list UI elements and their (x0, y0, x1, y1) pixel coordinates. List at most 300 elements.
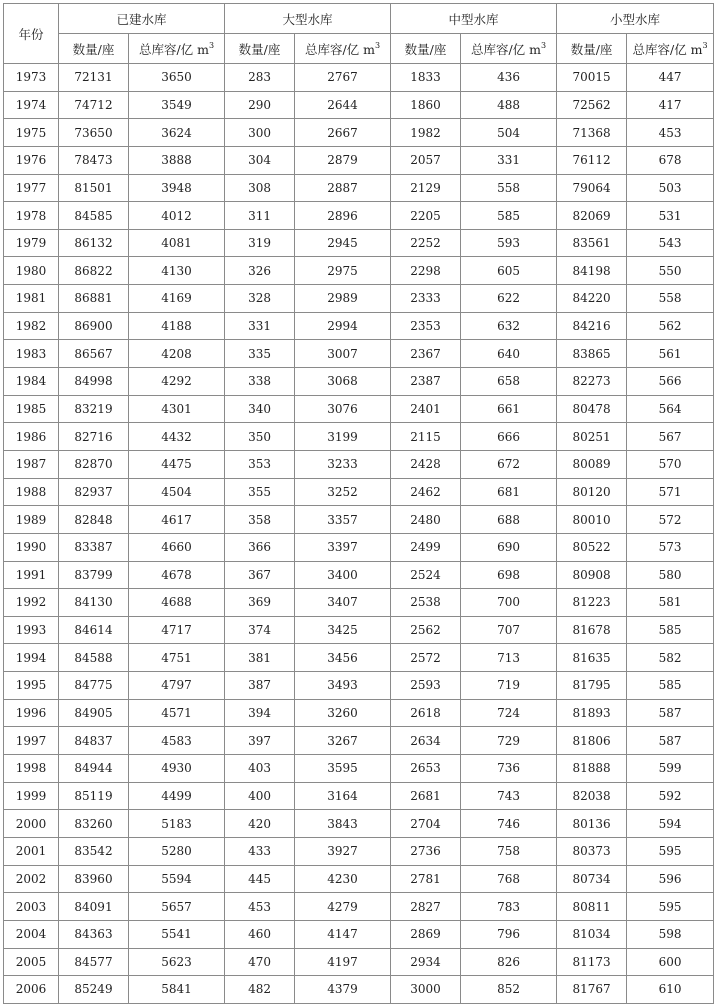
medium-capacity-cell: 331 (461, 146, 557, 174)
year-cell: 1977 (4, 174, 59, 202)
table-row (4, 64, 714, 92)
table-row (4, 561, 714, 589)
large-capacity-cell: 3595 (295, 755, 391, 783)
built-count-cell: 83219 (59, 395, 129, 423)
medium-count-cell: 2827 (391, 893, 461, 921)
count-header: 数量/座 (59, 34, 129, 64)
year-cell: 1988 (4, 478, 59, 506)
large-count-cell: 335 (225, 340, 295, 368)
year-cell: 2001 (4, 837, 59, 865)
table-row (4, 533, 714, 561)
year-cell: 1974 (4, 91, 59, 119)
built-count-cell: 81501 (59, 174, 129, 202)
small-count-cell: 82069 (557, 202, 627, 230)
medium-capacity-cell: 605 (461, 257, 557, 285)
large-count-cell: 304 (225, 146, 295, 174)
large-capacity-cell: 3199 (295, 423, 391, 451)
medium-count-cell: 2480 (391, 506, 461, 534)
table-row (4, 837, 714, 865)
table-row (4, 506, 714, 534)
header-row-columns (4, 34, 714, 64)
built-capacity-cell: 4688 (129, 589, 225, 617)
small-count-cell: 80010 (557, 506, 627, 534)
built-capacity-cell: 4930 (129, 755, 225, 783)
year-cell: 1998 (4, 755, 59, 783)
medium-count-cell: 2298 (391, 257, 461, 285)
built-capacity-cell: 4081 (129, 229, 225, 257)
medium-count-cell: 2462 (391, 478, 461, 506)
medium-capacity-cell: 690 (461, 533, 557, 561)
small-capacity-cell: 581 (627, 589, 714, 617)
medium-count-cell: 2353 (391, 312, 461, 340)
year-cell: 1982 (4, 312, 59, 340)
large-capacity-cell: 3400 (295, 561, 391, 589)
table-row (4, 810, 714, 838)
count-header: 数量/座 (557, 34, 627, 64)
capacity-header: 总库容/亿 $m^3$ (627, 34, 714, 64)
medium-count-cell: 2681 (391, 782, 461, 810)
large-count-cell: 340 (225, 395, 295, 423)
medium-count-cell: 2129 (391, 174, 461, 202)
small-capacity-cell: 570 (627, 450, 714, 478)
medium-count-cell: 2653 (391, 755, 461, 783)
built-count-cell: 84130 (59, 589, 129, 617)
small-capacity-cell: 550 (627, 257, 714, 285)
medium-capacity-cell: 729 (461, 727, 557, 755)
large-count-cell: 355 (225, 478, 295, 506)
large-count-cell: 397 (225, 727, 295, 755)
built-count-cell: 84998 (59, 368, 129, 396)
large-capacity-cell: 4147 (295, 920, 391, 948)
year-cell: 1986 (4, 423, 59, 451)
medium-count-cell: 1833 (391, 64, 461, 92)
small-count-cell: 81173 (557, 948, 627, 976)
small-count-cell: 80811 (557, 893, 627, 921)
medium-count-cell: 2634 (391, 727, 461, 755)
large-count-cell: 420 (225, 810, 295, 838)
medium-count-cell: 2205 (391, 202, 461, 230)
large-count-cell: 358 (225, 506, 295, 534)
large-count-cell: 366 (225, 533, 295, 561)
medium-capacity-cell: 593 (461, 229, 557, 257)
large-count-cell: 453 (225, 893, 295, 921)
large-capacity-cell: 3164 (295, 782, 391, 810)
year-cell: 1976 (4, 146, 59, 174)
small-capacity-cell: 678 (627, 146, 714, 174)
year-cell: 1997 (4, 727, 59, 755)
medium-capacity-cell: 622 (461, 285, 557, 313)
built-capacity-cell: 4797 (129, 672, 225, 700)
header-row-groups (4, 4, 714, 34)
large-capacity-cell: 2887 (295, 174, 391, 202)
table-row (4, 450, 714, 478)
built-capacity-cell: 4301 (129, 395, 225, 423)
year-cell: 1987 (4, 450, 59, 478)
large-capacity-cell: 3267 (295, 727, 391, 755)
large-capacity-cell: 3252 (295, 478, 391, 506)
small-count-cell: 80136 (557, 810, 627, 838)
medium-count-cell: 1860 (391, 91, 461, 119)
medium-capacity-cell: 746 (461, 810, 557, 838)
small-count-cell: 81678 (557, 616, 627, 644)
table-row (4, 202, 714, 230)
medium-capacity-cell: 504 (461, 119, 557, 147)
medium-capacity-cell: 698 (461, 561, 557, 589)
built-capacity-cell: 4571 (129, 699, 225, 727)
large-capacity-cell: 4279 (295, 893, 391, 921)
table-row (4, 699, 714, 727)
small-capacity-cell: 562 (627, 312, 714, 340)
count-header: 数量/座 (391, 34, 461, 64)
built-count-cell: 84588 (59, 644, 129, 672)
medium-count-cell: 2387 (391, 368, 461, 396)
medium-count-cell: 2428 (391, 450, 461, 478)
large-capacity-cell: 3397 (295, 533, 391, 561)
table-row (4, 727, 714, 755)
built-capacity-cell: 5841 (129, 976, 225, 1004)
medium-count-cell: 3000 (391, 976, 461, 1004)
large-count-cell: 319 (225, 229, 295, 257)
large-capacity-cell: 3233 (295, 450, 391, 478)
built-count-cell: 84944 (59, 755, 129, 783)
large-count-cell: 367 (225, 561, 295, 589)
table-row (4, 644, 714, 672)
large-count-cell: 394 (225, 699, 295, 727)
medium-count-cell: 2593 (391, 672, 461, 700)
built-count-cell: 82716 (59, 423, 129, 451)
built-count-cell: 86567 (59, 340, 129, 368)
table-row (4, 782, 714, 810)
built-capacity-cell: 3650 (129, 64, 225, 92)
year-cell: 1992 (4, 589, 59, 617)
small-count-cell: 81034 (557, 920, 627, 948)
built-capacity-cell: 4475 (129, 450, 225, 478)
large-count-cell: 433 (225, 837, 295, 865)
large-capacity-cell: 4379 (295, 976, 391, 1004)
small-capacity-cell: 599 (627, 755, 714, 783)
small-count-cell: 82038 (557, 782, 627, 810)
small-count-cell: 84198 (557, 257, 627, 285)
small-count-cell: 84216 (557, 312, 627, 340)
small-capacity-cell: 585 (627, 616, 714, 644)
medium-count-cell: 2524 (391, 561, 461, 589)
table-row (4, 368, 714, 396)
large-count-cell: 283 (225, 64, 295, 92)
small-capacity-cell: 558 (627, 285, 714, 313)
large-count-cell: 311 (225, 202, 295, 230)
large-count-cell: 300 (225, 119, 295, 147)
year-cell: 1979 (4, 229, 59, 257)
small-count-cell: 80908 (557, 561, 627, 589)
large-count-cell: 374 (225, 616, 295, 644)
large-count-cell: 381 (225, 644, 295, 672)
year-cell: 2003 (4, 893, 59, 921)
medium-count-cell: 2618 (391, 699, 461, 727)
built-count-cell: 84775 (59, 672, 129, 700)
large-count-cell: 470 (225, 948, 295, 976)
medium-count-cell: 2934 (391, 948, 461, 976)
medium-capacity-cell: 736 (461, 755, 557, 783)
year-cell: 1989 (4, 506, 59, 534)
large-count-cell: 369 (225, 589, 295, 617)
table-row (4, 616, 714, 644)
built-count-cell: 86132 (59, 229, 129, 257)
built-capacity-cell: 3624 (129, 119, 225, 147)
large-count-cell: 482 (225, 976, 295, 1004)
large-count-cell: 445 (225, 865, 295, 893)
group-header-large: 大型水库 (225, 4, 391, 34)
small-count-cell: 81223 (557, 589, 627, 617)
small-count-cell: 79064 (557, 174, 627, 202)
small-count-cell: 81806 (557, 727, 627, 755)
large-capacity-cell: 3843 (295, 810, 391, 838)
medium-capacity-cell: 558 (461, 174, 557, 202)
small-capacity-cell: 572 (627, 506, 714, 534)
medium-capacity-cell: 783 (461, 893, 557, 921)
small-capacity-cell: 585 (627, 672, 714, 700)
built-count-cell: 84091 (59, 893, 129, 921)
table-body (4, 64, 714, 1004)
large-capacity-cell: 3493 (295, 672, 391, 700)
large-capacity-cell: 3425 (295, 616, 391, 644)
built-capacity-cell: 5623 (129, 948, 225, 976)
small-count-cell: 81795 (557, 672, 627, 700)
table-row (4, 119, 714, 147)
large-capacity-cell: 3068 (295, 368, 391, 396)
built-capacity-cell: 4208 (129, 340, 225, 368)
built-count-cell: 78473 (59, 146, 129, 174)
small-capacity-cell: 564 (627, 395, 714, 423)
built-count-cell: 83542 (59, 837, 129, 865)
capacity-header: 总库容/亿 $m^3$ (461, 34, 557, 64)
table-row (4, 423, 714, 451)
large-count-cell: 328 (225, 285, 295, 313)
large-capacity-cell: 3007 (295, 340, 391, 368)
built-count-cell: 84614 (59, 616, 129, 644)
small-count-cell: 76112 (557, 146, 627, 174)
medium-capacity-cell: 658 (461, 368, 557, 396)
large-capacity-cell: 2975 (295, 257, 391, 285)
year-cell: 2000 (4, 810, 59, 838)
medium-capacity-cell: 826 (461, 948, 557, 976)
table-row (4, 589, 714, 617)
small-capacity-cell: 531 (627, 202, 714, 230)
count-header: 数量/座 (225, 34, 295, 64)
group-header-medium: 中型水库 (391, 4, 557, 34)
large-capacity-cell: 2879 (295, 146, 391, 174)
table-row (4, 229, 714, 257)
built-count-cell: 74712 (59, 91, 129, 119)
medium-capacity-cell: 796 (461, 920, 557, 948)
small-capacity-cell: 571 (627, 478, 714, 506)
capacity-header: 总库容/亿 $m^3$ (295, 34, 391, 64)
built-capacity-cell: 4504 (129, 478, 225, 506)
built-count-cell: 85249 (59, 976, 129, 1004)
large-capacity-cell: 2767 (295, 64, 391, 92)
built-capacity-cell: 5183 (129, 810, 225, 838)
medium-capacity-cell: 488 (461, 91, 557, 119)
built-count-cell: 83960 (59, 865, 129, 893)
large-capacity-cell: 4230 (295, 865, 391, 893)
small-capacity-cell: 595 (627, 837, 714, 865)
built-capacity-cell: 4751 (129, 644, 225, 672)
small-count-cell: 80522 (557, 533, 627, 561)
built-capacity-cell: 4130 (129, 257, 225, 285)
built-count-cell: 84577 (59, 948, 129, 976)
small-count-cell: 70015 (557, 64, 627, 92)
built-capacity-cell: 5541 (129, 920, 225, 948)
built-count-cell: 86900 (59, 312, 129, 340)
large-capacity-cell: 3407 (295, 589, 391, 617)
year-cell: 1996 (4, 699, 59, 727)
year-cell: 2005 (4, 948, 59, 976)
built-count-cell: 84905 (59, 699, 129, 727)
large-count-cell: 308 (225, 174, 295, 202)
medium-capacity-cell: 758 (461, 837, 557, 865)
table-row (4, 976, 714, 1004)
large-capacity-cell: 2896 (295, 202, 391, 230)
table-row (4, 285, 714, 313)
large-capacity-cell: 3260 (295, 699, 391, 727)
small-capacity-cell: 610 (627, 976, 714, 1004)
large-count-cell: 331 (225, 312, 295, 340)
year-cell: 1980 (4, 257, 59, 285)
built-count-cell: 86822 (59, 257, 129, 285)
small-capacity-cell: 596 (627, 865, 714, 893)
small-capacity-cell: 582 (627, 644, 714, 672)
built-count-cell: 84363 (59, 920, 129, 948)
large-capacity-cell: 4197 (295, 948, 391, 976)
built-count-cell: 84585 (59, 202, 129, 230)
year-cell: 1999 (4, 782, 59, 810)
year-cell: 2002 (4, 865, 59, 893)
medium-capacity-cell: 852 (461, 976, 557, 1004)
medium-count-cell: 2499 (391, 533, 461, 561)
medium-capacity-cell: 713 (461, 644, 557, 672)
medium-count-cell: 2057 (391, 146, 461, 174)
large-capacity-cell: 3357 (295, 506, 391, 534)
small-capacity-cell: 567 (627, 423, 714, 451)
large-count-cell: 400 (225, 782, 295, 810)
small-count-cell: 80478 (557, 395, 627, 423)
built-count-cell: 82848 (59, 506, 129, 534)
large-capacity-cell: 2994 (295, 312, 391, 340)
built-capacity-cell: 3948 (129, 174, 225, 202)
built-count-cell: 82937 (59, 478, 129, 506)
table-row (4, 257, 714, 285)
built-capacity-cell: 4678 (129, 561, 225, 589)
small-capacity-cell: 561 (627, 340, 714, 368)
built-capacity-cell: 4499 (129, 782, 225, 810)
small-count-cell: 81635 (557, 644, 627, 672)
small-count-cell: 81888 (557, 755, 627, 783)
small-capacity-cell: 587 (627, 727, 714, 755)
year-cell: 1993 (4, 616, 59, 644)
small-count-cell: 72562 (557, 91, 627, 119)
year-cell: 1995 (4, 672, 59, 700)
medium-count-cell: 2367 (391, 340, 461, 368)
reservoir-table (3, 3, 714, 1004)
built-capacity-cell: 4583 (129, 727, 225, 755)
large-capacity-cell: 2945 (295, 229, 391, 257)
small-capacity-cell: 453 (627, 119, 714, 147)
built-count-cell: 83260 (59, 810, 129, 838)
small-capacity-cell: 598 (627, 920, 714, 948)
medium-count-cell: 2736 (391, 837, 461, 865)
medium-capacity-cell: 724 (461, 699, 557, 727)
group-header-built: 已建水库 (59, 4, 225, 34)
small-count-cell: 81767 (557, 976, 627, 1004)
medium-capacity-cell: 743 (461, 782, 557, 810)
built-capacity-cell: 4660 (129, 533, 225, 561)
built-capacity-cell: 4292 (129, 368, 225, 396)
large-count-cell: 326 (225, 257, 295, 285)
large-count-cell: 460 (225, 920, 295, 948)
medium-capacity-cell: 688 (461, 506, 557, 534)
built-capacity-cell: 4432 (129, 423, 225, 451)
medium-count-cell: 2538 (391, 589, 461, 617)
built-capacity-cell: 5594 (129, 865, 225, 893)
year-cell: 1975 (4, 119, 59, 147)
table-row (4, 948, 714, 976)
table-row (4, 91, 714, 119)
built-capacity-cell: 4617 (129, 506, 225, 534)
built-capacity-cell: 3549 (129, 91, 225, 119)
table-row (4, 174, 714, 202)
year-cell: 2004 (4, 920, 59, 948)
table-row (4, 893, 714, 921)
small-capacity-cell: 600 (627, 948, 714, 976)
built-count-cell: 86881 (59, 285, 129, 313)
medium-capacity-cell: 632 (461, 312, 557, 340)
medium-capacity-cell: 436 (461, 64, 557, 92)
large-capacity-cell: 3456 (295, 644, 391, 672)
small-capacity-cell: 417 (627, 91, 714, 119)
large-count-cell: 353 (225, 450, 295, 478)
small-capacity-cell: 543 (627, 229, 714, 257)
table-row (4, 672, 714, 700)
year-cell: 1973 (4, 64, 59, 92)
large-capacity-cell: 3076 (295, 395, 391, 423)
medium-count-cell: 2115 (391, 423, 461, 451)
small-count-cell: 84220 (557, 285, 627, 313)
small-capacity-cell: 447 (627, 64, 714, 92)
table-row (4, 478, 714, 506)
year-cell: 1984 (4, 368, 59, 396)
large-count-cell: 387 (225, 672, 295, 700)
capacity-header: 总库容/亿 $m^3$ (129, 34, 225, 64)
medium-capacity-cell: 681 (461, 478, 557, 506)
small-count-cell: 80251 (557, 423, 627, 451)
year-cell: 1983 (4, 340, 59, 368)
small-capacity-cell: 592 (627, 782, 714, 810)
built-count-cell: 83799 (59, 561, 129, 589)
built-capacity-cell: 5280 (129, 837, 225, 865)
year-cell: 1978 (4, 202, 59, 230)
built-capacity-cell: 4717 (129, 616, 225, 644)
medium-capacity-cell: 672 (461, 450, 557, 478)
year-cell: 1990 (4, 533, 59, 561)
small-capacity-cell: 580 (627, 561, 714, 589)
small-capacity-cell: 594 (627, 810, 714, 838)
built-count-cell: 85119 (59, 782, 129, 810)
large-count-cell: 403 (225, 755, 295, 783)
large-count-cell: 290 (225, 91, 295, 119)
small-count-cell: 82273 (557, 368, 627, 396)
small-count-cell: 80373 (557, 837, 627, 865)
small-count-cell: 71368 (557, 119, 627, 147)
group-header-small: 小型水库 (557, 4, 714, 34)
